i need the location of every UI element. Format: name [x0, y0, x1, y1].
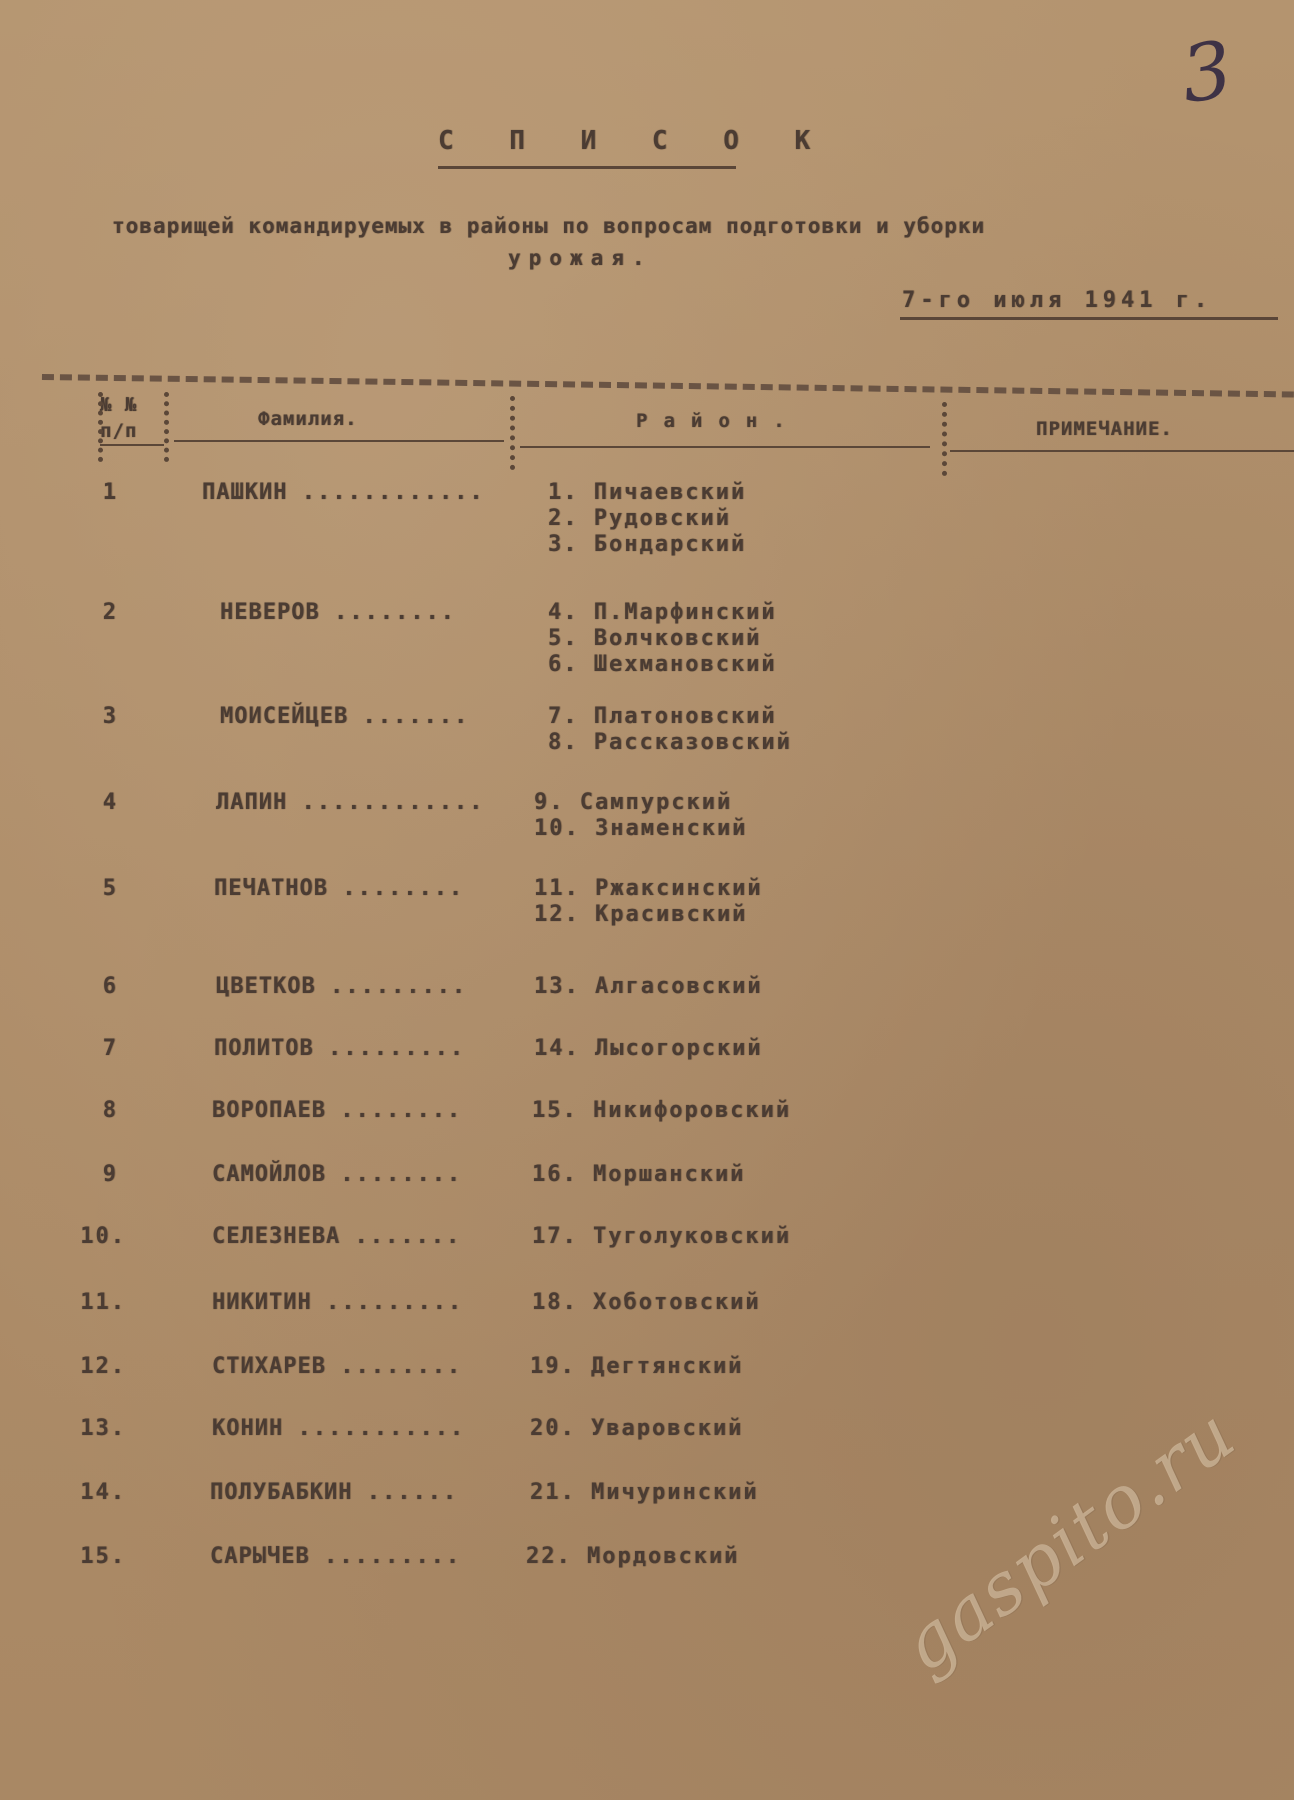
- row-districts: [548, 480, 746, 558]
- district-entry: 14. Лысогорский: [534, 1036, 763, 1061]
- row-surname: [210, 1544, 461, 1569]
- surname-text: СТИХАРЕВ: [212, 1354, 326, 1379]
- header-separator: [510, 396, 515, 470]
- district-entry: 13. Алгасовский: [534, 974, 763, 999]
- header-underline-note: [950, 450, 1294, 452]
- district-entry: 19. Дегтянский: [530, 1354, 744, 1379]
- row-districts: [530, 1354, 743, 1380]
- row-districts: [532, 1224, 791, 1250]
- row-surname: [220, 704, 469, 729]
- surname-text: САРЫЧЕВ: [210, 1544, 310, 1569]
- district-entry: 17. Туголуковский: [532, 1224, 792, 1249]
- header-number: № № п/п: [100, 394, 138, 442]
- surname-text: ЛАПИН: [216, 790, 288, 815]
- row-surname: [212, 1290, 463, 1315]
- row-number: 12.: [80, 1354, 126, 1379]
- row-surname: [220, 600, 456, 625]
- header-note: ПРИМЕЧАНИЕ.: [1036, 418, 1173, 440]
- leader-dots: ............: [301, 790, 485, 815]
- district-entry: 2. Рудовский: [548, 506, 731, 531]
- row-number: 8: [102, 1098, 118, 1123]
- header-underline-number: [100, 444, 164, 446]
- district-entry: 7. Платоновский: [548, 704, 777, 729]
- row-number: 5: [102, 876, 118, 901]
- district-entry: 10. Знаменский: [534, 816, 748, 841]
- district-entry: 8. Рассказовский: [548, 730, 792, 755]
- surname-text: ПАШКИН: [202, 480, 288, 505]
- row-surname: [212, 1098, 462, 1123]
- surname-text: СЕЛЕЗНЕВА: [212, 1224, 341, 1249]
- handwritten-page-number: 3: [1175, 24, 1238, 122]
- row-districts: [534, 790, 747, 842]
- row-surname: [212, 1354, 462, 1379]
- document-title: С П И С О К: [438, 126, 831, 156]
- leader-dots: .........: [325, 1290, 464, 1315]
- row-number: 15.: [80, 1544, 126, 1569]
- leader-dots: .........: [327, 1036, 466, 1061]
- header-separator: [98, 392, 103, 462]
- row-districts: [532, 1162, 745, 1188]
- leader-dots: ........: [340, 1354, 463, 1379]
- surname-text: ПОЛИТОВ: [214, 1036, 314, 1061]
- surname-text: САМОЙЛОВ: [212, 1162, 326, 1187]
- district-entry: 3. Бондарский: [548, 532, 747, 557]
- row-surname: [212, 1416, 465, 1441]
- header-separator: [942, 402, 947, 476]
- site-watermark: gaspito.ru: [886, 1390, 1251, 1688]
- row-number: 13.: [80, 1416, 126, 1441]
- table-top-rule: [42, 374, 1294, 397]
- row-surname: [214, 876, 464, 901]
- row-districts: [530, 1480, 759, 1506]
- leader-dots: ......: [366, 1480, 459, 1505]
- surname-text: НИКИТИН: [212, 1290, 312, 1315]
- leader-dots: ........: [340, 1162, 463, 1187]
- row-number: 14.: [80, 1480, 126, 1505]
- row-districts: [534, 974, 763, 1000]
- surname-text: МОИСЕЙЦЕВ: [220, 704, 349, 729]
- row-number: 2: [102, 600, 118, 625]
- surname-text: КОНИН: [212, 1416, 284, 1441]
- header-surname: Фамилия.: [258, 408, 358, 430]
- date-underline: [900, 317, 1278, 320]
- district-entry: 22. Мордовский: [526, 1544, 740, 1569]
- district-entry: 16. Моршанский: [532, 1162, 746, 1187]
- document-subtitle-line-2: урожая.: [508, 246, 653, 270]
- district-entry: 4. П.Марфинский: [548, 600, 777, 625]
- leader-dots: ............: [301, 480, 485, 505]
- surname-text: НЕВЕРОВ: [220, 600, 320, 625]
- leader-dots: ........: [340, 1098, 463, 1123]
- row-districts: [530, 1416, 743, 1442]
- row-districts: [534, 876, 763, 928]
- row-number: 6: [102, 974, 118, 999]
- header-underline-surname: [174, 440, 504, 442]
- row-districts: [532, 1290, 761, 1316]
- row-surname: [212, 1162, 462, 1187]
- row-surname: [210, 1480, 458, 1505]
- row-districts: [532, 1098, 791, 1124]
- row-number: 3: [102, 704, 118, 729]
- district-entry: 1. Пичаевский: [548, 480, 747, 505]
- header-separator: [164, 392, 169, 462]
- row-surname: [216, 974, 467, 999]
- surname-text: ЦВЕТКОВ: [216, 974, 316, 999]
- district-entry: 15. Никифоровский: [532, 1098, 792, 1123]
- row-surname: [214, 1036, 465, 1061]
- leader-dots: ........: [333, 600, 456, 625]
- leader-dots: ...........: [297, 1416, 466, 1441]
- row-districts: [534, 1036, 763, 1062]
- district-entry: 6. Шехмановский: [548, 652, 777, 677]
- row-number: 1: [102, 480, 118, 505]
- document-date: 7-го июля 1941 г.: [902, 288, 1213, 313]
- header-district: Район.: [636, 410, 801, 432]
- surname-text: ПЕЧАТНОВ: [214, 876, 328, 901]
- leader-dots: ........: [342, 876, 465, 901]
- row-number: 11.: [80, 1290, 126, 1315]
- leader-dots: .........: [329, 974, 468, 999]
- surname-text: ПОЛУБАБКИН: [210, 1480, 353, 1505]
- leader-dots: .......: [354, 1224, 462, 1249]
- row-number: 7: [102, 1036, 118, 1061]
- district-entry: 5. Волчковский: [548, 626, 762, 651]
- title-underline: [438, 166, 736, 169]
- row-districts: [526, 1544, 739, 1570]
- row-districts: [548, 600, 777, 678]
- district-entry: 9. Сампурский: [534, 790, 733, 815]
- district-entry: 21. Мичуринский: [530, 1480, 759, 1505]
- leader-dots: .........: [323, 1544, 462, 1569]
- header-underline-district: [520, 446, 930, 448]
- district-entry: 20. Уваровский: [530, 1416, 744, 1441]
- leader-dots: .......: [362, 704, 470, 729]
- district-entry: 12. Красивский: [534, 902, 748, 927]
- district-entry: 11. Ржаксинский: [534, 876, 763, 901]
- document-subtitle-line-1: товарищей командируемых в районы по вопросам подготовки и уборки: [112, 214, 986, 238]
- surname-text: ВОРОПАЕВ: [212, 1098, 326, 1123]
- row-surname: [212, 1224, 461, 1249]
- row-surname: [202, 480, 485, 505]
- district-entry: 18. Хоботовский: [532, 1290, 761, 1315]
- row-districts: [548, 704, 792, 756]
- row-number: 9: [102, 1162, 118, 1187]
- row-number: 4: [102, 790, 118, 815]
- row-surname: [216, 790, 484, 815]
- row-number: 10.: [80, 1224, 126, 1249]
